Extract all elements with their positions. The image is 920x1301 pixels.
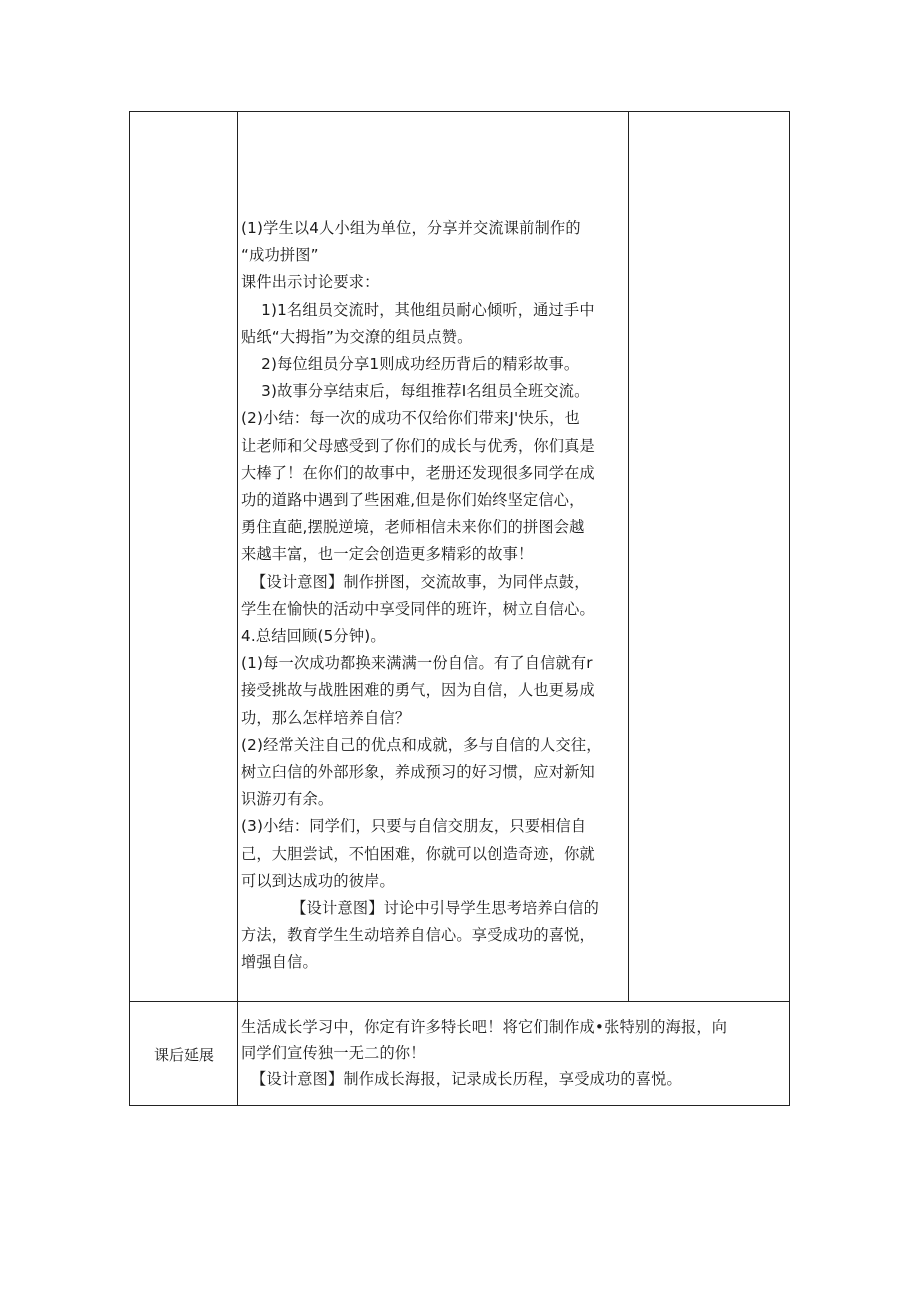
text-line: 树立臼信的外部形象，养成预习的好习惯，应对新知 xyxy=(241,763,595,782)
text-line: 可以到达成功的彼岸。 xyxy=(241,871,395,890)
text-line: (1)学生以4人小组为单位，分享并交流课前制作的 xyxy=(241,219,581,237)
extension-text xyxy=(241,1014,786,1092)
text-line: 识游刃有余。 xyxy=(241,790,334,809)
extension-label: 课后延展 xyxy=(153,1045,214,1064)
activity-content-cell xyxy=(238,112,629,1002)
text-line: 贴纸“大拇指”为交潦的组员点赞。 xyxy=(241,327,473,346)
text-line: (1)每一次成功都换来满满一份自信。有了自信就有r xyxy=(241,654,593,673)
text-line: 生活成长学习中，你定有许多特长吧！将它们制作成•张特别的海报，向 xyxy=(241,1018,728,1036)
text-line: 3)故事分享结束后，每组推荐I名组员全班交流。 xyxy=(241,382,590,401)
text-line: 2)每位组员分享1则成功经历背后的精彩故事。 xyxy=(241,355,580,374)
text-line: (2)经常关注自己的优点和成就，多与自信的人交往， xyxy=(241,735,602,754)
lesson-table xyxy=(129,111,790,1106)
text-line: 接受挑故与战胜困难的勇气，因为自信，人也更易成 xyxy=(241,681,595,700)
activity-text xyxy=(241,215,631,977)
text-line: (2)小结：每一次的成功不仅给你们带来J'快乐，也 xyxy=(241,409,580,428)
text-line: 己，大胆尝试，不怕困难，你就可以创造奇迹，你就 xyxy=(241,844,595,863)
text-line: 功，那么怎样培养自信？ xyxy=(241,708,411,727)
text-line: 大棒了！在你们的故事中，老册还发现很多同学在成 xyxy=(241,463,595,482)
text-line: 4.总结回顾(5分钟)。 xyxy=(241,627,386,646)
text-line: 勇住直葩,摆脱逆境，老师相信未来你们的拼图会越 xyxy=(241,518,585,537)
text-line: 课件出示讨论要求： xyxy=(241,273,380,292)
text-line: 功的道路中遇到了些困难,但是你们始终坚定信心， xyxy=(241,491,585,510)
text-line: 1)1名组员交流时，其他组员耐心倾听，通过手中 xyxy=(241,300,595,319)
text-line: 【设计意图】制作拼图，交流故事，为同伴点鼓， xyxy=(241,572,590,591)
text-line: 让老师和父母感受到了你们的成长与优秀，你们真是 xyxy=(241,436,595,455)
text-line: 【设计意图】讨论中引导学生思考培养白信的 xyxy=(241,899,600,918)
text-line: 来越丰富，也一定会创造更多精彩的故事！ xyxy=(241,545,534,564)
text-line: (3)小结：同学们，只要与自信交朋友，只要相信自 xyxy=(241,817,587,836)
extension-content-cell xyxy=(238,1002,790,1106)
text-line: 增强自信。 xyxy=(241,953,318,972)
text-line: 同学们宣传独一无二的你！ xyxy=(241,1044,426,1062)
text-line: 学生在愉快的活动中享受同伴的班许，树立自信心。 xyxy=(241,599,595,618)
text-line: “成功拼图” xyxy=(241,246,319,265)
text-line: 方法，教育学生生动培养自信心。享受成功的喜悦， xyxy=(241,926,595,945)
text-line: 【设计意图】制作成长海报，记录成长历程，享受成功的喜悦。 xyxy=(241,1070,682,1088)
